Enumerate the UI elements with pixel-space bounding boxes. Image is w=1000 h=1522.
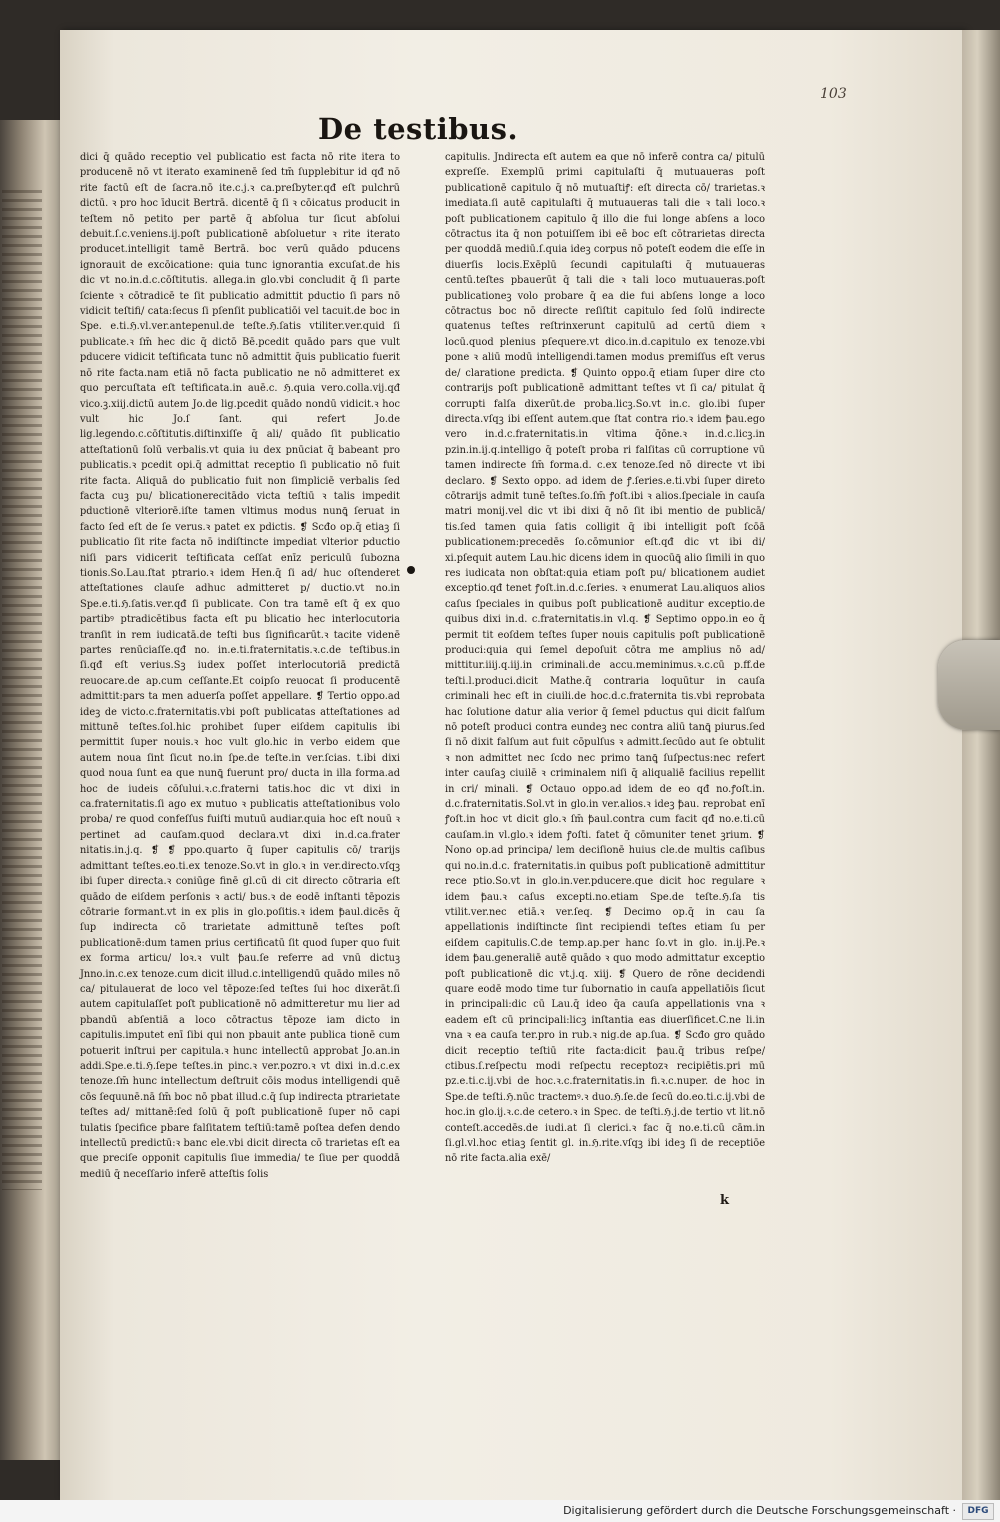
page-clip-tab: [938, 640, 1000, 730]
folio-number: 103: [820, 86, 847, 102]
page-stack-edge: [962, 30, 1000, 1500]
column-right-text: capitulis. Jndirecta eſt autem ea que nō inferē contra ca/ pitulū expreſſe. Exemplū primi capitulaſti q̄ mutuaueras poſt publicationē capitulo q̄ nō mutuaſtiꝭ: eſt directa cō/ trarietas.ꝛ imediata.ſi autē capitulaſti q̄ mutuaueras tali die ꝛ tali loco.ꝛ poſt publicationem capitulo q̄ illo die fui longe abſens a loco cōtractus ita q̄ non potuiſſem ibi eē boc eſt cōtrarietas directa per quoddā mediū.ſ.quia ideꝫ corpus nō poteſt eodem die eſſe in diuerſis locis.Exēplū ſecundi capitulaſti q̄ mutuaueras centū.teſtes pbauerūt q̄ tali die ꝛ tali loco mutuaueras.poſt publicationeꝫ volo probare q̄ ea die fui abſens longe a loco cōtractus boc nō directe reſiſtit capitulo ſed ſolū indirecte quatenus teſtes reſtrinxerunt capitulū ad certū diem ꝛ locū.quod plenius pſequere.vt dico.in.d.capitulo ex tenoze.vbi pone ꝛ aliū modū intelligendi.tamen modus premiſſus eſt verus de/ claratione predicta. ❡ Quinto oppo.q̄ etiam ſuper dire cto contrarijs poſt publicationē admittant teſtes vt ſi ca/ pitulat q̄ corrupti falſa dixerūt.de proba.licꝫ.So.vt in.c. glo.ibi ſuper directa.vſqꝫ ibi eſſent autem.que ſtat contra rio.ꝛ idem ꝥau.ego vero in.d.c.fraternitatis.in vltima q̄ōne.ꝛ in.d.c.licꝫ.in pzin.in.ij.q.intelligo q̄ poteſt proba ri falſitas cū corruptione vū tamen indirecte ſm̄ forma.d. c.ex tenoze.ſed nō directe vt ibi declaro. ❡ Sexto oppo. ad idem de ꝭ.ſeries.e.ti.vbi ſuper direto cōtrarijs admit tunē teſtes.ſo.ſm̄ ꝭoſt.ibi ꝛ alios.ſpeciale in cauſa matri monij.vel dic vt ibi dixi q̄ nō ſit ibi mentio de publicā/ tis.ſed tamen quia ſatis colligit q̄ ibi intelligit poſt ſcōā publicationem:precedēs ſo.cōmunior eſt.qđ dic vt ibi di/ xi.pſequit autem Lau.hic dicens idem in quocūꝗ̄ alio ſimili in quo res iudicata non obſtat:quia etiam poſt pu/ blicationem audiet exceptio.qđ tenet ꝭoſt.in.d.c.ſeries. ꝛ enumerat Lau.aliquos alios caſus ſpeciales in quibus poſt publicationē auditur exceptio.de quibus dixi in.d. c.fraternitatis.in vl.q. ❡ Septimo oppo.in eo q̄ permit tit eoſdem teſtes ſuper nouis capitulis poſt publicationē produci:quia qui ſemel depoſuit cōtra me amplius nō ad/ mittitur.iiij.q.iij.in criminali.de accu.meminimus.ꝛ.c.cū p.ff.de teſti.l.produci.dicit Mathe.q̄ contraria loquūtur in cauſa criminali hec eſt in ciuili.de hoc.d.c.fraternita tis.vbi reprobata hac ſolutione datur alia verior q̄ ſemel pductus qui dicit falſum nō poteſt produci contra eundeꝫ nec contra aliū tanꝗ̄ piurus.ſed ſi nō dixit falſum aut fuit cōpulſus ꝛ admitt.ſecūdo aut ſe obtulit ꝛ non admittet nec ſcdo nec primo tanꝗ̄ ſuſpectus:nec refert inter cauſaꝫ ciuilē ꝛ criminalem niſi q̄ aliqualiē facilius repellit in cri/ minali. ❡ Octauo oppo.ad idem de eo qđ no.ꝭoſt.in. d.c.fraternitatis.Sol.vt in glo.in ver.alios.ꝛ ideꝫ ꝥau. reprobat enī ꝭoſt.in hoc vt dicit glo.ꝛ ſm̄ ꝥaul.contra cum facit qđ no.e.ti.cū cauſam.in vl.glo.ꝛ idem ꝭoſti. fatet q̄ cōmuniter tenet ꝫrium. ❡ Nono op.ad principa/ lem deciſionē huius cle.de multis caſibus qui no.in.d.c. fraternitatis.in quibus poſt publicationē admittitur rece ptio.So.vt in glo.in.ver.pducere.que dicit hoc regulare ꝛ idem ꝥau.ꝛ caſus excepti.no.etiam Spe.de teſte.ℌ.ſa tis vtilit.ver.nec etiā.ꝛ ver.ſeq. ❡ Decimo op.q̄ in cau ſa appellationis indiſtincte ſint recipiendi teſtes etiam ſu per eiſdem capitulis.C.de temp.ap.per hanc ſo.vt in glo. in.ij.Pe.ꝛ idem ꝥau.generaliē autē quādo ꝛ quo modo admittatur exceptio poſt publicationē dic vt.j.q. xiij. ❡ Quero de rōne decidendi quare eodē modo time tur ſubornatio in cauſa appellatiōis ſicut in principali:dic cū Lau.q̄ ideo q̄a cauſa appellationis vna ꝛ eadem eſt cū principali:licꝫ inſtantia eas diuerſificet.C.ne li.in vna ꝛ ea cauſa ter.pro in rub.ꝛ nig.de ap.ſua. ❡ Scđo gro quādo dicit receptio teſtiū rite facta:dicit ꝥau.q̄ tribus reſpe/ ctibus.ſ.reſpectu modi reſpectu receptozꝛ recipiētis.pri mū pz.e.ti.c.ij.vbi de hoc.ꝛ.c.fraternitatis.in fi.ꝛ.c.nuper. de hoc in Spe.de teſti.ℌ.nūc tractemꝰ.ꝛ duo.ℌ.ſe.de ſecū do.eo.ti.c.ij.vbi de hoc.in glo.ij.ꝛ.c.de cetero.ꝛ in Spec. de teſti.ℌ.j.de tertio vt lit.nō conteſt.accedēs.de iudi.at ſi clerici.ꝛ fac q̄ no.e.ti.cū cām.in ſi.gl.vl.hoc etiaꝫ ſentit gl. in.ℌ.rite.vſqꝫ ibi ideꝫ ſi de receptiōe nō rite facta.alia exē/: [445, 152, 765, 1165]
ink-dot-mark: [407, 566, 415, 574]
page-heading: De testibus.: [318, 112, 519, 146]
facing-page-text-strip: [2, 190, 42, 1190]
text-column-left: [80, 150, 400, 1200]
column-left-text: dici q̄ quādo receptio vel publicatio est facta nō rite itera to producenē nō vt iterato examinenē ſed tm̄ ſupplebitur id qđ nō rite factū eſt de ſacra.nō ite.c.j.ꝛ ca.preſbyter.qđ eſt pulchrū dictū. ꝛ pro hoc īducit Bertrā. dicentē q̄ ſi ꝛ cōicatus producit in teſtem nō petito per partē q̄ abſolua tur ſicut abſolui debuit.ſ.c.veniens.ij.poſt publicationē abſoluetur ꝛ rite iterato producet.intelligit tamē Bertrā. boc verū quādo pducens ignorauit de excōicatione: quia tunc ignorantia excuſat.de his dic vt no.in.d.c.cōſtitutis. allega.in glo.vbi concludit q̄ ſi parte ſciente ꝛ cōtradicē te ſit publicatio admittit pductio ſi pars nō vidicit teſtifi/ cata:ſecus ſi pſenſit publicatiōi vel tacuit.de boc in Spe. e.ti.ℌ.vl.ver.antepenul.de teſte.ℌ.ſatis vtiliter.ver.quid ſi publicate.ꝛ ſm̄ hec dic q̄ dictō Bē.pcedit quādo pars que vult pducere vidicit teſtificata tunc nō admittit q̄uis publicatio fuerit nō rite facta.nam etiā nō facta publicatio ne nō admitteret ex quo percuſtata eſt teſtificata.in auē.c. ℌ.quia vero.colla.vij.qđ vico.ꝫ.xiij.dictū autem Jo.de lig.pcedit quādo nondū vidicit.ꝛ hoc vult hic Jo.ſ ſant. qui refert Jo.de lig.legendo.c.cōſtitutis.diſtinxiſſe q̄ ali/ quādo ſit publicatio atteſtationū ſolū verbalis.vt quia iu dex pnūciat q̄ babeant pro publicatis.ꝛ pcedit opi.q̄ admittat receptio ſi publicatio nō fuit rite facta. Aliquā do publicatio fuit non ſimpliciē verbalis ſed facta cuꝫ pu/ blicationerecitādo victa teſtiū ꝛ talis impedit pductionē vlteriorē.iſte tamen vltimus modus nunꝗ̄ ſeruat in facto ſed eſt de ſe verus.ꝛ patet ex pdictis. ❡ Scđo op.q̄ etiaꝫ ſi publicatio ſit rite facta nō indiſtincte impediat vlterior pductio niſi pars vidicerit teſtificata ceſſat enīz periculū ſubozna tionis.So.Lau.ſtat ptrario.ꝛ idem Hen.q̄ ſi ad/ huc oſtenderet atteſtationes clauſe adhuc admitteret p/ ductio.vt no.in Spe.e.ti.ℌ.ſatis.ver.qđ ſi publicate. Con tra tamē eſt q̄ ex quo partibꝰ ptradicētibus facta eſt pu blicatio hec interlocutoria tranſit in rem iudicatā.de teſti bus ſignificarūt.ꝛ tacite videnē partes renūciaſſe.qđ no. in.e.ti.fraternitatis.ꝛ.c.de teſtibus.in ſi.qđ eſt verius.Sꝫ iudex poſſet interlocutoriā predictā reuocare.de ap.cum ceſſante.Et coipſo reuocat ſi producentē admittit:pars ta men aduerſa poſſet appellare. ❡ Tertio oppo.ad ideꝫ de victo.c.fraternitatis.vbi poſt publicatas atteſtationes ad mittunē teſtes.ſol.hic prohibet ſuper eiſdem capitulis ibi permittit ſuper nouis.ꝛ hoc vult glo.hic in verbo eidem que autem noua ſint ſicut no.in ſpe.de teſte.in ver.ſcias. t.ibi dixi quod noua ſunt ea que nunꝗ̄ fuerunt pro/ ducta in illa forma.ad hoc de iudeis cōſului.ꝛ.c.fraterni tatis.hoc dic vt dixi in ca.fraternitatis.ſi ago ex mutuo ꝛ publicatis atteſtationibus volo proba/ re quod confeſſus fuiſti mutuū audiar.quia hoc eſt nouū ꝛ pertinet ad cauſam.quod declara.vt dixi in.d.ca.frater nitatis.in.j.q. ❡ ❡ ppo.quarto q̄ ſuper capitulis cō/ trarijs admittant teſtes.eo.ti.ex tenoze.So.vt in glo.ꝛ in ver.directo.vſqꝫ ibi ſuper directa.ꝛ coniūge finē gl.cū di cit directo cōtraria eſt quādo de eiſdem perſonis ꝛ acti/ bus.ꝛ de eodē inſtanti tēpozis cōtrarie formant.vt in ex plis in glo.poſitis.ꝛ idem ꝥaul.dicēs q̄ ſup indirecta cō trarietate admittunē teſtes poſt publicationē:dum tamen prius certificatū ſit quod ſuper quo fuit ex forma articu/ loꝛ.ꝛ vult ꝥau.ſe referre ad vnū dictuꝫ Jnno.in.c.ex tenoze.cum dicit illud.c.intelligendū quādo miles nō ca/ pitulauerat de loco vel tēpoze:ſed teſtes ſui hoc dixerāt.ſi autem capitulaſſet poſt publicationē nō admitteretur mu lier ad pbandū abſentiā a loco cōtractus tēpoze iam dicto in capitulis.imputet enī ſibi qui non pbauit ante publica tionē cum potuerit inſtrui per capitula.ꝛ hunc intellectū approbat Jo.an.in addi.Spe.e.ti.ℌ.ſepe teſtes.in pinc.ꝛ ver.pozro.ꝛ vt dixi in.d.c.ex tenoze.ſm̄ hunc intellectum deſtruit cōis modus intelligendi quē cōs ſequunē.nā ſm̄ boc nō pbat illud.c.q̄ ſup indirecta ptrarietate teſtes ad/ mittanē:ſed ſolū q̄ poſt publicationē ſuper nō capi tulatis ſpecifice pbare falſitatem teſtiū:tamē poſtea defen dendo intellectū predictū:ꝛ banc ele.vbi dicit directa cō trarietas eſt ea que preciſe opponit capitulis ſiue immedia/ te ſiue per quoddā mediū q̄ neceſſario inferē atteſtis ſolis: [80, 152, 400, 1180]
signature-mark: k: [720, 1193, 730, 1208]
text-column-right: [445, 150, 765, 1200]
dfg-logo: DFG: [962, 1503, 994, 1520]
funding-credit: Digitalisierung gefördert durch die Deutsche Forschungsgemeinschaft ·: [563, 1504, 956, 1517]
